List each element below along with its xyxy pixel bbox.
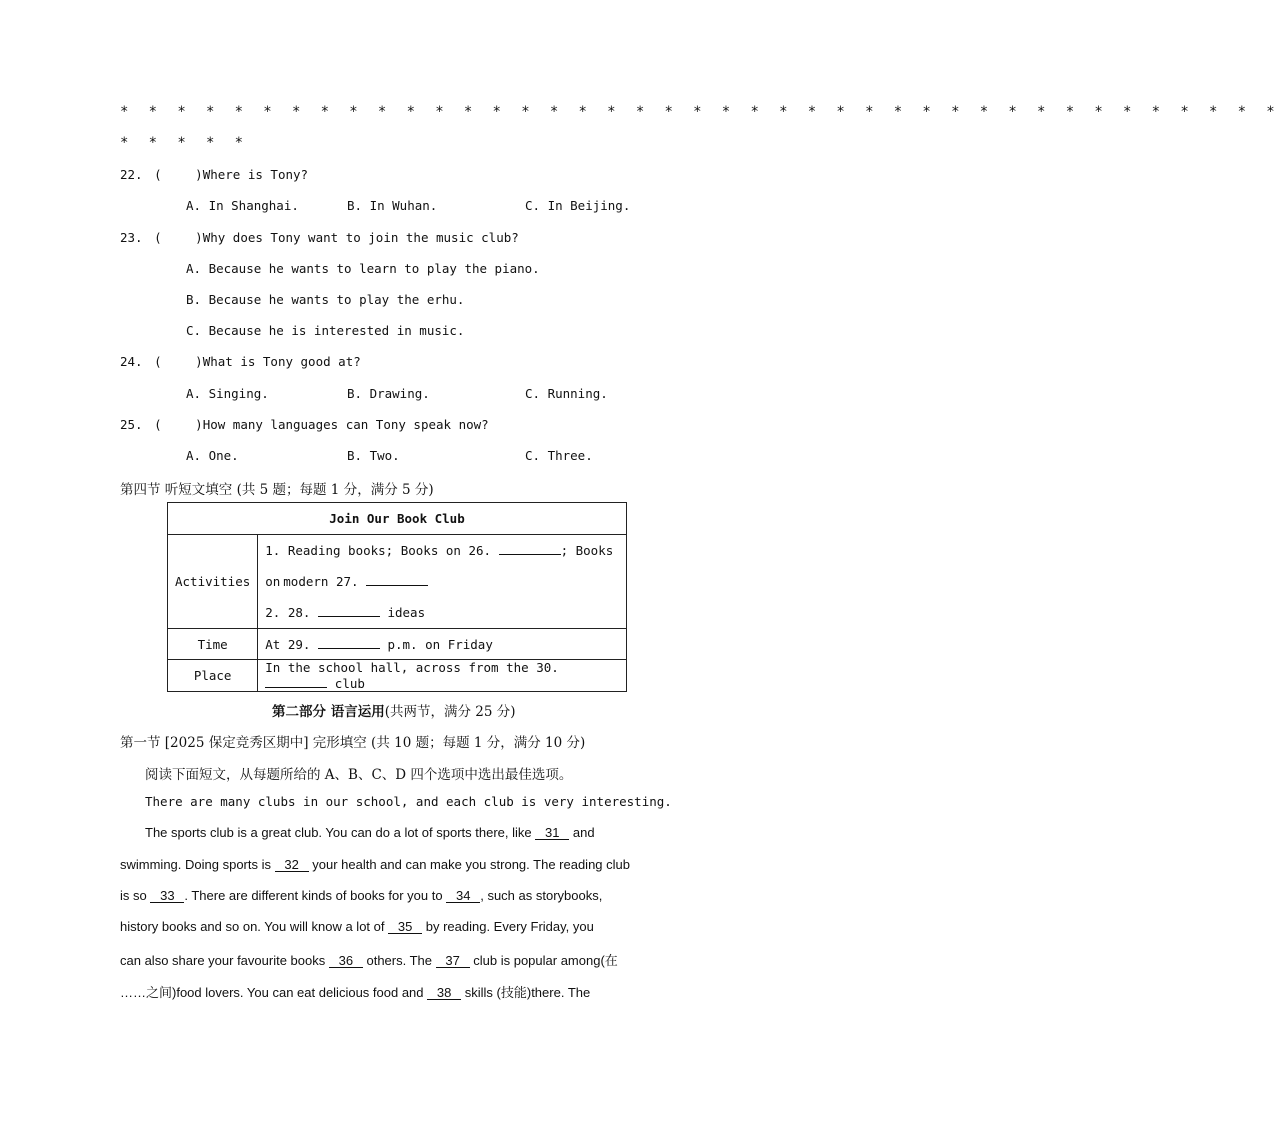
table-title: Join Our Book Club [168,503,627,535]
option-c: C. In Beijing. [525,198,631,213]
cell-text: ; Books on [265,543,614,589]
row-label: Place [168,660,258,692]
question-23 [120,230,519,245]
cell-text: club [334,676,365,691]
answer-paren-open: ( [154,417,162,432]
cell-text: At 29. [265,637,311,652]
cell-text: 1. Reading books; Books on 26. [265,543,492,558]
passage-line: history books and so on. You will know a lot of 35 by reading. Every Friday, you [120,919,594,934]
blank-37[interactable]: 37 [436,954,470,968]
blank-27[interactable] [366,573,428,586]
option-a: A. Singing. [186,386,269,401]
blank-33[interactable]: 33 [150,889,184,903]
table-row [168,535,627,629]
passage-line: ……之间)food lovers. You can eat delicious food and 38 skills (技能)there. The [120,985,591,1000]
passage-line: is so 33 . There are different kinds of books for you to 34 , such as storybooks, [120,888,603,903]
question-22 [120,167,308,182]
row-content [258,535,627,629]
section-title: 第一节 [2025 保定竞秀区期中] 完形填空 (共 10 题；每题 1 分，满分 10 分) [120,735,586,751]
blank-29[interactable] [318,636,380,649]
question-25 [120,417,489,432]
part-title-main: 第二部分 语言运用 [272,704,385,720]
separator-stars: * * * * * * * * * * * * * * * * * * * * * * * * * * * * * * * * * * * * * * * * * [120,104,1281,120]
answer-paren-open: ( [154,354,162,369]
answer-paren-open: ( [154,167,162,182]
passage-line: The sports club is a great club. You can do a lot of sports there, like 31 and [145,825,595,840]
option-b: B. Because he wants to play the erhu. [186,292,465,307]
instruction-text: 阅读下面短文，从每题所给的 A、B、C、D 四个选项中选出最佳选项。 [145,767,573,783]
part-title [272,700,516,720]
row-content [258,660,627,692]
blank-28[interactable] [318,604,380,617]
separator-stars-continued: * * * * * [120,135,249,151]
question-number: 23. [120,230,143,245]
table-row [168,660,627,692]
cell-text: 2. 28. [265,605,311,620]
question-number: 25. [120,417,143,432]
question-number: 22. [120,167,143,182]
answer-paren-close: ) [195,167,203,182]
cell-text: In the school hall, across from the 30. [265,660,559,675]
book-club-table [167,502,627,692]
option-a: A. One. [186,448,239,463]
question-text: Where is Tony? [202,167,309,182]
passage-line: There are many clubs in our school, and each club is very interesting. [145,794,672,809]
answer-paren-close: ) [195,354,203,369]
row-label: Time [168,629,258,660]
cell-text: ideas [387,605,426,620]
question-24 [120,354,361,369]
option-a: A. Because he wants to learn to play the piano. [186,261,540,276]
blank-31[interactable]: 31 [535,826,569,840]
blank-34[interactable]: 34 [446,889,480,903]
question-text: How many languages can Tony speak now? [202,417,489,432]
option-c: C. Because he is interested in music. [186,323,465,338]
section-title: 第四节 听短文填空 (共 5 题；每题 1 分，满分 5 分) [120,482,434,498]
blank-35[interactable]: 35 [388,920,422,934]
question-number: 24. [120,354,143,369]
question-text: What is Tony good at? [202,354,361,369]
passage-line: swimming. Doing sports is 32 your health and can make you strong. The reading club [120,857,630,872]
table-row [168,629,627,660]
blank-36[interactable]: 36 [329,954,363,968]
passage-line: can also share your favourite books 36 others. The 37 club is popular among(在 [120,953,618,968]
answer-paren-close: ) [195,230,203,245]
row-content [258,629,627,660]
blank-38[interactable]: 38 [427,986,461,1000]
blank-32[interactable]: 32 [275,858,309,872]
option-c: C. Three. [525,448,593,463]
cell-text: p.m. on Friday [387,637,493,652]
blank-30[interactable] [265,675,327,688]
option-c: C. Running. [525,386,608,401]
cell-text: modern 27. [283,574,359,589]
option-b: B. Two. [347,448,400,463]
question-text: Why does Tony want to join the music club? [202,230,519,245]
part-title-sub: (共两节，满分 25 分) [384,704,516,720]
answer-paren-open: ( [154,230,162,245]
answer-paren-close: ) [195,417,203,432]
option-b: B. Drawing. [347,386,430,401]
row-label: Activities [168,535,258,629]
blank-26[interactable] [499,542,561,555]
option-b: B. In Wuhan. [347,198,438,213]
option-a: A. In Shanghai. [186,198,299,213]
